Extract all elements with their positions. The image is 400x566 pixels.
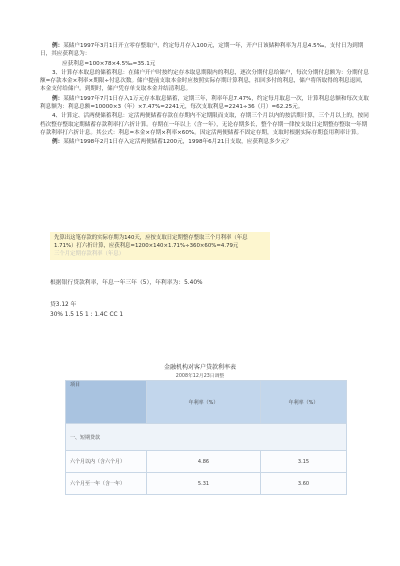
header-col-3: 年利率（%） <box>261 381 347 424</box>
paragraph-interest-example <box>40 95 370 112</box>
example-label: 例： <box>52 43 64 49</box>
row-value-2: 3.15 <box>261 451 347 473</box>
header-item: 项目 <box>66 381 147 424</box>
highlight-line-2: 三个月定期存款利率（年息） <box>54 251 125 257</box>
table-section-row <box>66 424 347 451</box>
row-value-1: 4.86 <box>147 451 261 473</box>
table-row <box>66 451 347 473</box>
paragraph-text: 某储户1998年2月1日存入定活两便储蓄1200元，1998年6月21日支取，应获利息多少元？ <box>63 139 292 146</box>
table-header-row <box>66 381 347 424</box>
section-label: 一、短期贷款 <box>66 424 347 451</box>
paragraph-text: 某储户1997年3月1日开立零存整取户，约定每月存入100元，定期一年，开户日该储种利率为月息4.5‰，支付日为到期日，其应获利息为： <box>40 43 364 58</box>
formula-line: 应获利息=100×78×4.5‰=35.1元 <box>62 60 156 67</box>
row-value-2: 3.60 <box>261 473 347 495</box>
rate-line: 根据银行贷款利率，年息一年三年（5），年利率为：5.40% <box>50 280 203 286</box>
body-text-upper <box>40 42 370 148</box>
table-subtitle: 2008年12月23日调整 <box>175 374 225 379</box>
paragraph-flexible-deposit: 4、计算定、活两便储蓄利息：定活两便储蓄存款在存期内不定期限而支取，存期三个月以内的按活期计算，三个月以上的，按同档次整存整取定期储蓄存款利率打六折计算。存期在一年以上（含一年），无论存期多长，整个存期一律按支取日定期整存整取一年期存款利率打六折计息。其公式：利息=本金×存期×利率×60%。因定活两便储蓄不固定存期，支取时根据实际存期套用利率计算。 <box>40 113 369 136</box>
row-label: 六个月至一年（含一年） <box>66 473 147 495</box>
highlighted-calculation <box>50 232 270 260</box>
paragraph-text: 某储户1997年7月1日存入1万元存本取息储蓄，定期三年，利率年息7.47%，约定每月取息一次，计算利息总额和每次支取利息额为：利息总额=10000×3（年）×7.47%=2241元，每次支取利息=2241÷36（月）=62.25元。 <box>40 95 369 111</box>
garbled-line-b: 30% 1.5 15 1 : 1.4C CC 1 <box>50 312 124 318</box>
paragraph-interest-payment: 3、计算存本取息的储蓄利息：在储户开户时按约定存本取息期限内的利息，逐次分期付息给储户，每次分期付息额为：分期付息额=存款本金×利率×期限÷付息次数。储户提前支取本金时应按照实际存期计算利息，扣回多付的利息，储户将所取得的利息退回，本金支付给储户。到期时，储户凭存单支取本金并结清利息。 <box>40 69 369 93</box>
table-title: 金融机构对客户贷款利率表 <box>163 364 236 371</box>
header-col-2: 年利率（%） <box>147 381 261 424</box>
loan-rate-table <box>65 380 347 495</box>
table-row <box>66 473 347 495</box>
example-label: 例： <box>52 95 64 102</box>
example-label: 例： <box>52 139 64 146</box>
row-value-1: 5.31 <box>147 473 261 495</box>
garbled-line-a: 贷3.12 年 <box>50 302 77 308</box>
paragraph-zero-deposit-example <box>40 42 370 59</box>
paragraph-flexible-example <box>40 138 370 146</box>
row-label: 六个月以内（含六个月） <box>66 451 147 473</box>
highlight-line-1: 先算出这笔存款的实际存期为140天，应按支取日定期整存整取三个月利率（年息1.71%）打六折计算，应获利息=1200×140×1.71%÷360×60%=4.79元 <box>54 235 248 249</box>
